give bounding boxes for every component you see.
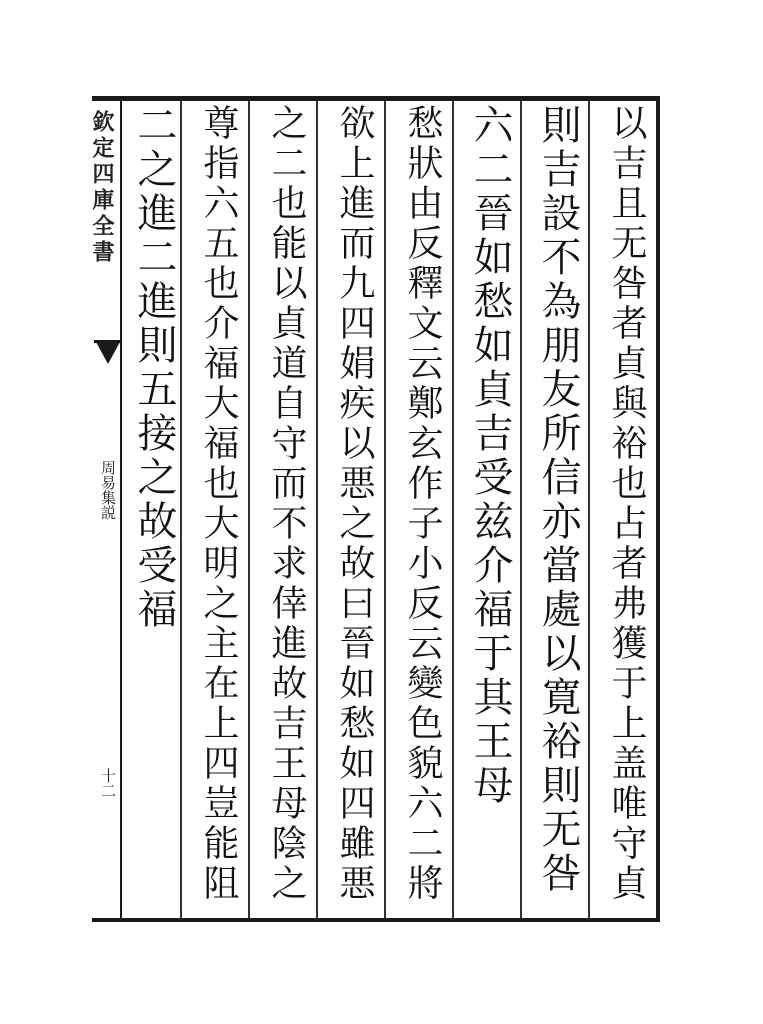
text-column-7: 尊指六五也介福大福也大明之主在上四豈能阻 xyxy=(198,104,239,904)
column-divider xyxy=(384,101,386,918)
text-column-5: 欲上進而九四娟疾以悪之故曰晉如愁如四雖悪 xyxy=(334,104,375,904)
text-column-6: 之二也能以貞道自守而不求倖進故吉王母陰之 xyxy=(266,104,307,904)
text-column-8: 二之進二進則五接之故受福 xyxy=(131,104,177,632)
text-column-2: 則吉設不為朋友所信亦當處以寛裕則无咎 xyxy=(535,104,581,896)
text-column-4: 愁狀由反釋文云鄭玄作子小反云變色貌六二將 xyxy=(402,104,443,904)
margin-collection-title: 欽定四庫全書 xyxy=(89,110,115,266)
column-divider xyxy=(316,101,318,918)
text-column-1: 以吉且无咎者貞與裕也占者弗獲于上盖唯守貞 xyxy=(606,104,647,904)
margin-page-number: 十二 xyxy=(99,768,117,798)
column-divider xyxy=(588,101,590,918)
margin-book-title: 周易集説 xyxy=(99,460,117,520)
column-divider xyxy=(248,101,250,918)
text-column-3: 六二晉如愁如貞吉受兹介福于其王母 xyxy=(467,104,513,808)
fishtail-mark-icon xyxy=(96,342,120,364)
column-divider xyxy=(520,101,522,918)
column-divider xyxy=(452,101,454,918)
